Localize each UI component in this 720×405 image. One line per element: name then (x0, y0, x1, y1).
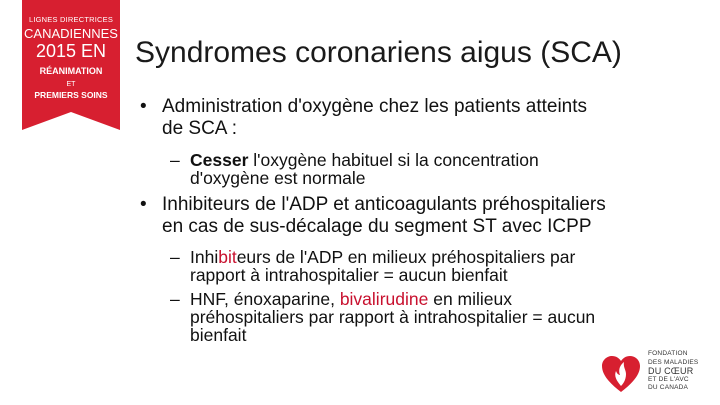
ribbon-line1: LIGNES DIRECTRICES (28, 15, 114, 24)
bullet-adp-line2: en cas de sus-décalage du segment ST avec ICPP (162, 216, 592, 237)
bold-word: Cesser (190, 150, 249, 170)
bullet-oxygen-line1: Administration d'oxygène chez les patients atteints (162, 96, 588, 117)
sub-bullet-anticoag-line1 (190, 290, 700, 308)
logo-line2: DES MALADIES (648, 358, 699, 366)
dash-symbol: – (170, 247, 180, 267)
sub-bullet-adp-line1 (190, 248, 700, 266)
bullet-oxygen-line2: de SCA : (162, 118, 237, 139)
text-fragment: Inhi (190, 247, 219, 267)
text-fragment: en milieux (428, 289, 512, 309)
sub-bullet-stop-oxygen-line1 (190, 151, 700, 169)
heart-flame-icon (598, 352, 644, 398)
ribbon-line5: ET (66, 81, 76, 88)
logo-wordmark (648, 350, 698, 393)
dash-symbol: – (170, 289, 180, 309)
sub-bullet-anticoag-line2: préhospitaliers par rapport à intrahospitalier = aucun (190, 307, 596, 327)
slide-body (140, 96, 700, 344)
ribbon-line6: PREMIERS SOINS (34, 90, 108, 100)
bullet-adp-line1: Inhibiteurs de l'ADP et anticoagulants préhospitaliers (162, 194, 606, 215)
text-fragment: HNF, énoxaparine, (190, 289, 340, 309)
logo-line1: FONDATION (648, 350, 688, 357)
text-fragment: eurs de l'ADP en milieux préhospitaliers par (236, 247, 576, 267)
bullet-oxygen (140, 96, 700, 140)
logo-line3: DU CŒUR (648, 366, 694, 376)
guidelines-ribbon-badge (22, 0, 120, 132)
dash-symbol: – (170, 150, 180, 170)
sub-bullet-anticoag-line3: bienfait (190, 325, 247, 345)
bullet-symbol: • (140, 96, 147, 117)
highlight-text: bivalirudine (339, 289, 429, 309)
bullet-adp-inhibitors (140, 194, 700, 238)
sub-bullet-stop-oxygen-line2: d'oxygène est normale (190, 168, 366, 188)
sub-bullet-adp-no-benefit (140, 248, 700, 284)
ribbon-line2: CANADIENNES (24, 26, 118, 41)
slide-title: Syndromes coronariens aigus (SCA) (135, 36, 622, 69)
sub-bullet-stop-oxygen (140, 151, 700, 187)
sub-bullet-adp-line2: rapport à intrahospitalier = aucun bienfait (190, 265, 508, 285)
bullet-symbol: • (140, 194, 147, 215)
ribbon-line3: 2015 EN (35, 41, 107, 61)
ribbon-line4: RÉANIMATION (39, 66, 103, 76)
heart-stroke-logo (596, 350, 716, 400)
highlight-text: bit (218, 247, 237, 267)
sub-bullet-text: l'oxygène habituel si la concentration (248, 150, 539, 170)
logo-line4: ET DE L'AVC (648, 375, 689, 383)
ribbon-shape (22, 0, 120, 132)
sub-bullet-anticoagulants (140, 290, 700, 344)
logo-line5: DU CANADA (648, 384, 689, 391)
